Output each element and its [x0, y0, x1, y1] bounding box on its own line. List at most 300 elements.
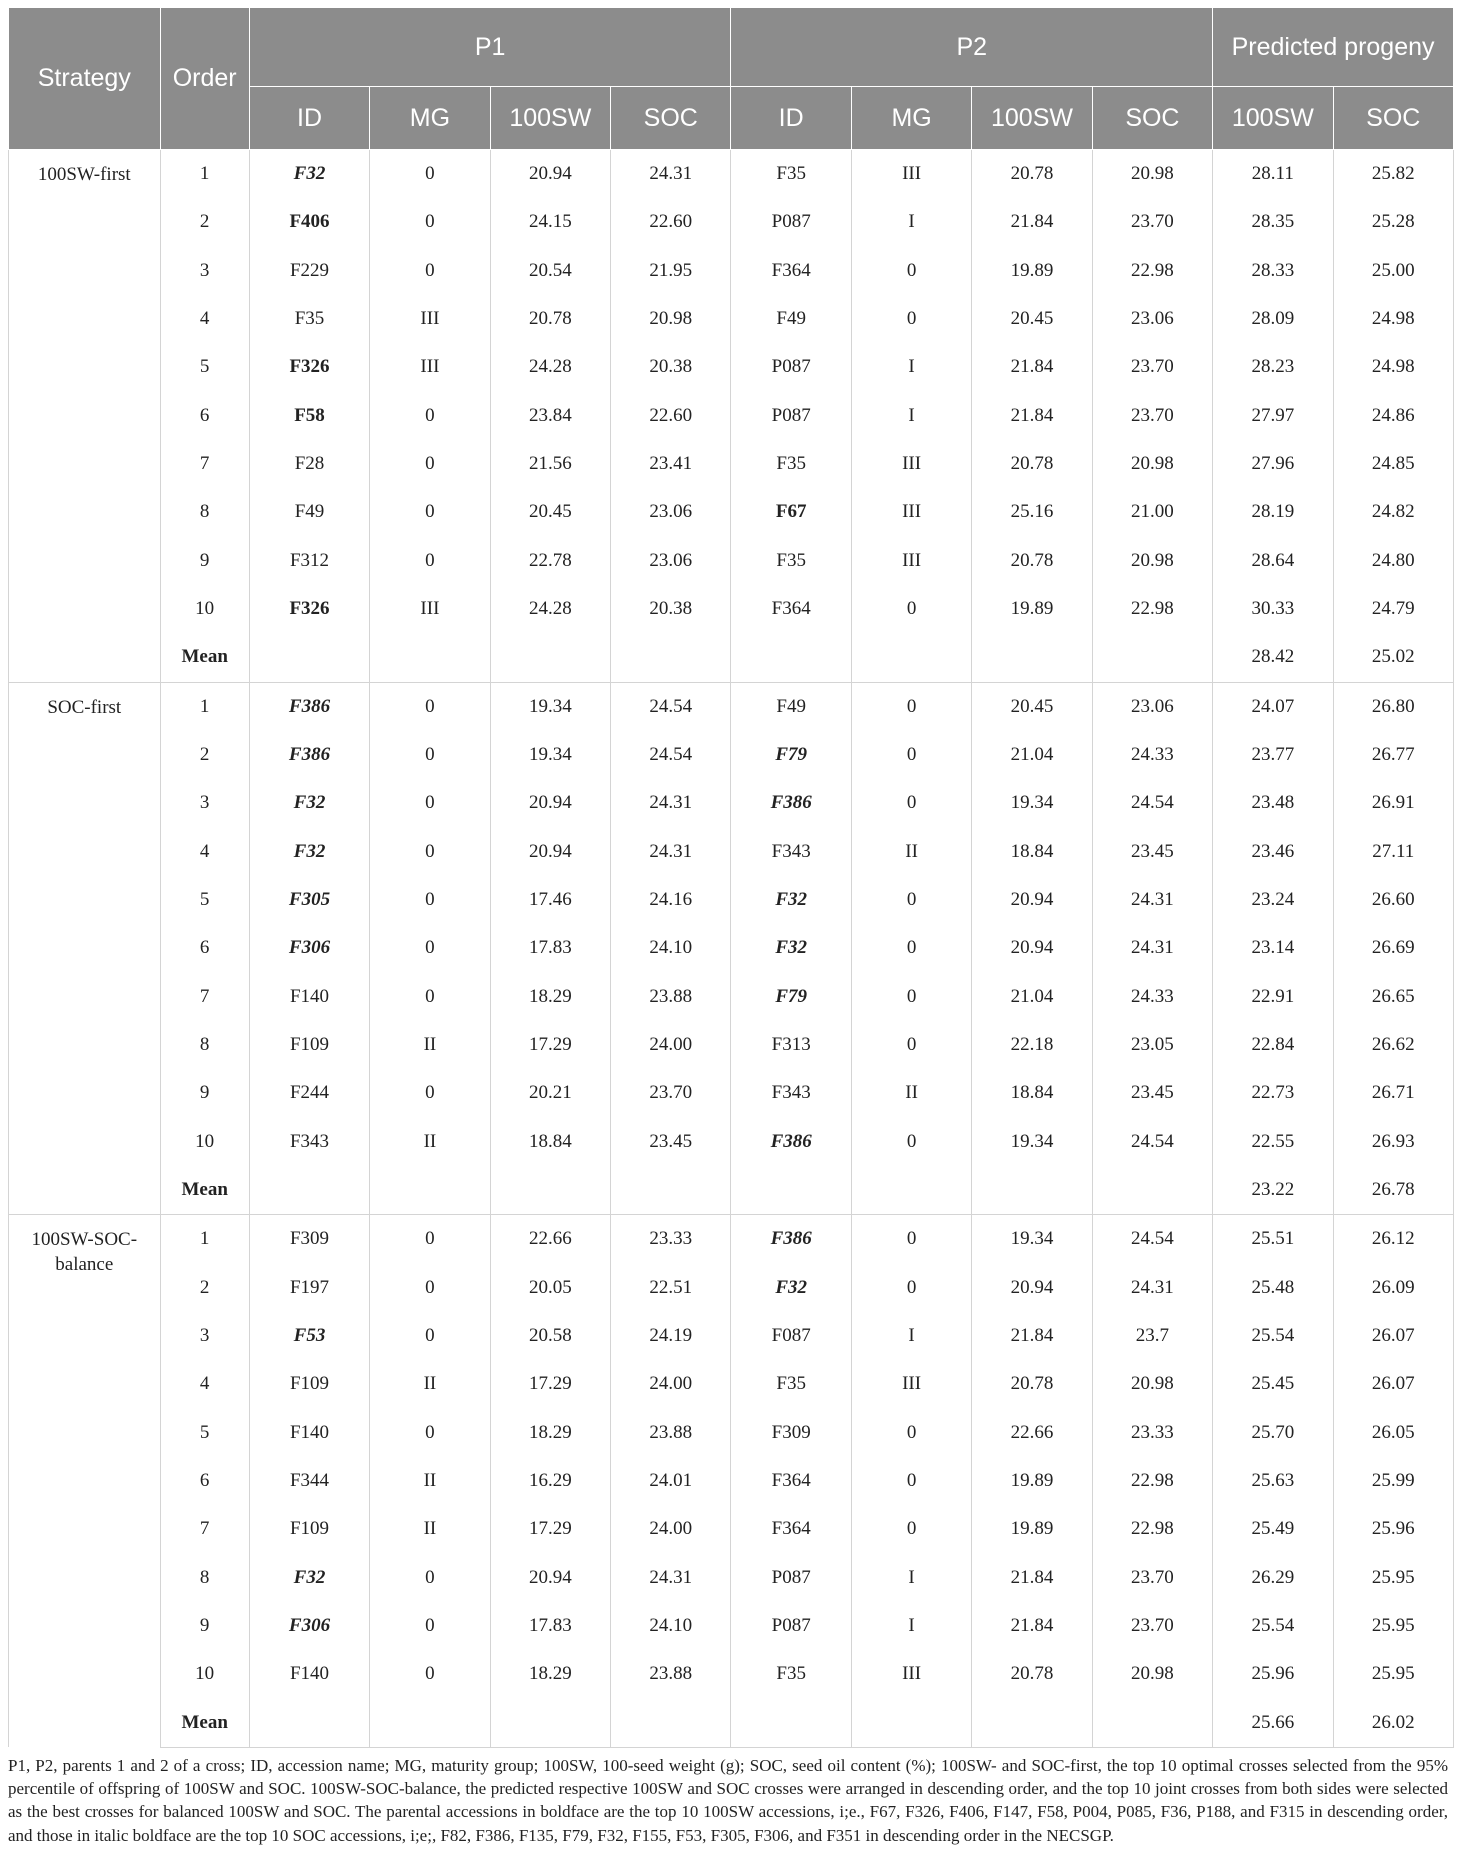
p1-soc-cell: 23.41	[611, 440, 731, 488]
p2-100sw-cell: 21.84	[972, 343, 1092, 391]
p1-soc-cell: 23.33	[611, 1215, 731, 1264]
p1-soc-cell: 24.16	[611, 876, 731, 924]
progeny-100sw-cell: 22.84	[1213, 1021, 1333, 1069]
p1-mg-cell: III	[370, 585, 490, 633]
p1-mg-cell: 0	[370, 876, 490, 924]
order-cell: 7	[160, 440, 249, 488]
p1-id-cell: F197	[249, 1264, 369, 1312]
p1-id-cell: F109	[249, 1021, 369, 1069]
p1-soc-cell: 23.88	[611, 973, 731, 1021]
p2-100sw-cell: 19.89	[972, 247, 1092, 295]
mean-label-cell: Mean	[160, 1166, 249, 1215]
empty-cell	[972, 1166, 1092, 1215]
table-row	[9, 343, 1454, 391]
order-cell: 5	[160, 876, 249, 924]
p1-id-cell: F49	[249, 488, 369, 536]
p1-100sw-cell: 17.29	[490, 1021, 610, 1069]
progeny-soc-cell: 26.62	[1333, 1021, 1453, 1069]
p1-soc-cell: 24.31	[611, 1554, 731, 1602]
p1-id-cell: F344	[249, 1457, 369, 1505]
order-cell: 8	[160, 1554, 249, 1602]
p1-100sw-cell: 22.78	[490, 537, 610, 585]
p2-mg-cell: I	[851, 343, 971, 391]
p1-id-cell: F306	[249, 924, 369, 972]
strategy-cell: 100SW-first	[9, 150, 161, 683]
header-predicted-progeny: Predicted progeny	[1213, 8, 1454, 87]
header-p1-mg: MG	[370, 87, 490, 150]
p2-soc-cell: 24.54	[1092, 1118, 1212, 1166]
p2-soc-cell: 23.70	[1092, 1554, 1212, 1602]
p1-100sw-cell: 21.56	[490, 440, 610, 488]
p1-id-cell: F406	[249, 198, 369, 246]
p2-mg-cell: 0	[851, 1505, 971, 1553]
table-row	[9, 973, 1454, 1021]
p2-mg-cell: 0	[851, 682, 971, 731]
p2-mg-cell: III	[851, 440, 971, 488]
strategy-cell: SOC-first	[9, 682, 161, 1215]
p1-100sw-cell: 20.58	[490, 1312, 610, 1360]
p2-soc-cell: 23.06	[1092, 295, 1212, 343]
p2-100sw-cell: 20.78	[972, 1360, 1092, 1408]
table-row	[9, 731, 1454, 779]
empty-cell	[611, 633, 731, 682]
empty-cell	[1092, 633, 1212, 682]
table-row	[9, 537, 1454, 585]
progeny-100sw-cell: 25.45	[1213, 1360, 1333, 1408]
p1-soc-cell: 20.38	[611, 343, 731, 391]
p2-soc-cell: 24.31	[1092, 924, 1212, 972]
table-row	[9, 1457, 1454, 1505]
table-row	[9, 1554, 1454, 1602]
table-row	[9, 392, 1454, 440]
table-row	[9, 1264, 1454, 1312]
p1-id-cell: F326	[249, 585, 369, 633]
p1-mg-cell: 0	[370, 1264, 490, 1312]
header-p2-soc: SOC	[1092, 87, 1212, 150]
p1-soc-cell: 24.31	[611, 150, 731, 199]
p1-id-cell: F53	[249, 1312, 369, 1360]
p1-mg-cell: 0	[370, 1215, 490, 1264]
p2-soc-cell: 24.54	[1092, 779, 1212, 827]
p2-soc-cell: 23.70	[1092, 198, 1212, 246]
p1-mg-cell: 0	[370, 924, 490, 972]
p2-100sw-cell: 25.16	[972, 488, 1092, 536]
progeny-100sw-cell: 27.97	[1213, 392, 1333, 440]
p1-mg-cell: 0	[370, 973, 490, 1021]
progeny-100sw-cell: 27.96	[1213, 440, 1333, 488]
progeny-soc-cell: 24.86	[1333, 392, 1453, 440]
p2-id-cell: F364	[731, 247, 851, 295]
p1-soc-cell: 24.31	[611, 828, 731, 876]
table-row	[9, 876, 1454, 924]
table-row	[9, 1312, 1454, 1360]
progeny-100sw-cell: 28.35	[1213, 198, 1333, 246]
mean-row	[9, 1166, 1454, 1215]
p1-id-cell: F312	[249, 537, 369, 585]
p1-soc-cell: 24.54	[611, 731, 731, 779]
p2-100sw-cell: 20.94	[972, 924, 1092, 972]
progeny-soc-cell: 24.80	[1333, 537, 1453, 585]
table-header	[9, 8, 1454, 150]
p2-100sw-cell: 19.34	[972, 1118, 1092, 1166]
order-cell: 10	[160, 1118, 249, 1166]
p1-id-cell: F140	[249, 1650, 369, 1698]
p2-mg-cell: I	[851, 1312, 971, 1360]
p2-100sw-cell: 21.84	[972, 1312, 1092, 1360]
p2-soc-cell: 20.98	[1092, 440, 1212, 488]
progeny-soc-cell: 25.96	[1333, 1505, 1453, 1553]
p1-soc-cell: 20.38	[611, 585, 731, 633]
header-order: Order	[160, 8, 249, 150]
p2-id-cell: F35	[731, 537, 851, 585]
table-body	[9, 150, 1454, 1748]
p1-mg-cell: 0	[370, 247, 490, 295]
progeny-soc-cell: 26.12	[1333, 1215, 1453, 1264]
progeny-soc-cell: 26.71	[1333, 1069, 1453, 1117]
p1-mg-cell: 0	[370, 150, 490, 199]
progeny-soc-cell: 26.65	[1333, 973, 1453, 1021]
mean-100sw-cell: 23.22	[1213, 1166, 1333, 1215]
p2-100sw-cell: 22.66	[972, 1409, 1092, 1457]
p2-100sw-cell: 19.34	[972, 779, 1092, 827]
p2-soc-cell: 24.33	[1092, 973, 1212, 1021]
p1-100sw-cell: 20.94	[490, 779, 610, 827]
mean-soc-cell: 26.02	[1333, 1699, 1453, 1748]
p1-mg-cell: 0	[370, 779, 490, 827]
mean-label-cell: Mean	[160, 1699, 249, 1748]
p2-100sw-cell: 21.84	[972, 1554, 1092, 1602]
progeny-soc-cell: 25.95	[1333, 1554, 1453, 1602]
p1-mg-cell: 0	[370, 1069, 490, 1117]
progeny-100sw-cell: 28.33	[1213, 247, 1333, 295]
p2-id-cell: F087	[731, 1312, 851, 1360]
p1-id-cell: F32	[249, 1554, 369, 1602]
p1-mg-cell: 0	[370, 731, 490, 779]
p1-100sw-cell: 17.29	[490, 1360, 610, 1408]
header-p1-id: ID	[249, 87, 369, 150]
p1-soc-cell: 22.60	[611, 198, 731, 246]
table-row	[9, 295, 1454, 343]
p2-soc-cell: 24.31	[1092, 1264, 1212, 1312]
p2-mg-cell: 0	[851, 973, 971, 1021]
p1-100sw-cell: 20.94	[490, 828, 610, 876]
table-row	[9, 924, 1454, 972]
p2-mg-cell: 0	[851, 779, 971, 827]
progeny-soc-cell: 24.98	[1333, 295, 1453, 343]
p2-soc-cell: 23.45	[1092, 828, 1212, 876]
p2-100sw-cell: 21.84	[972, 1602, 1092, 1650]
p2-100sw-cell: 20.78	[972, 150, 1092, 199]
p1-100sw-cell: 18.29	[490, 1409, 610, 1457]
p2-mg-cell: I	[851, 1602, 971, 1650]
empty-cell	[972, 633, 1092, 682]
p1-id-cell: F32	[249, 828, 369, 876]
mean-100sw-cell: 28.42	[1213, 633, 1333, 682]
p1-100sw-cell: 19.34	[490, 682, 610, 731]
p1-100sw-cell: 19.34	[490, 731, 610, 779]
p1-id-cell: F109	[249, 1360, 369, 1408]
p2-id-cell: F313	[731, 1021, 851, 1069]
p2-soc-cell: 21.00	[1092, 488, 1212, 536]
p2-mg-cell: 0	[851, 876, 971, 924]
p1-id-cell: F343	[249, 1118, 369, 1166]
p2-id-cell: F49	[731, 295, 851, 343]
mean-row	[9, 1699, 1454, 1748]
order-cell: 8	[160, 1021, 249, 1069]
p2-id-cell: F364	[731, 585, 851, 633]
p2-100sw-cell: 21.84	[972, 392, 1092, 440]
table-row	[9, 779, 1454, 827]
p2-id-cell: F343	[731, 828, 851, 876]
empty-cell	[370, 1166, 490, 1215]
p2-id-cell: F386	[731, 779, 851, 827]
p2-id-cell: F35	[731, 440, 851, 488]
empty-cell	[972, 1699, 1092, 1748]
order-cell: 1	[160, 150, 249, 199]
header-p1-100sw: 100SW	[490, 87, 610, 150]
p1-soc-cell: 22.60	[611, 392, 731, 440]
order-cell: 10	[160, 1650, 249, 1698]
p1-mg-cell: 0	[370, 828, 490, 876]
empty-cell	[490, 1699, 610, 1748]
p1-mg-cell: 0	[370, 1409, 490, 1457]
p2-100sw-cell: 20.78	[972, 1650, 1092, 1698]
p1-mg-cell: 0	[370, 440, 490, 488]
p2-100sw-cell: 18.84	[972, 828, 1092, 876]
progeny-soc-cell: 26.60	[1333, 876, 1453, 924]
p2-mg-cell: 0	[851, 295, 971, 343]
order-cell: 4	[160, 295, 249, 343]
progeny-soc-cell: 25.28	[1333, 198, 1453, 246]
table-row	[9, 1650, 1454, 1698]
order-cell: 4	[160, 828, 249, 876]
p2-soc-cell: 24.31	[1092, 876, 1212, 924]
p2-100sw-cell: 22.18	[972, 1021, 1092, 1069]
p2-id-cell: P087	[731, 1554, 851, 1602]
p1-soc-cell: 23.88	[611, 1409, 731, 1457]
p2-soc-cell: 23.70	[1092, 1602, 1212, 1650]
p1-soc-cell: 23.06	[611, 537, 731, 585]
p1-100sw-cell: 23.84	[490, 392, 610, 440]
header-progeny-soc: SOC	[1333, 87, 1453, 150]
p1-soc-cell: 23.88	[611, 1650, 731, 1698]
p2-id-cell: P087	[731, 392, 851, 440]
empty-cell	[851, 1166, 971, 1215]
p2-soc-cell: 23.70	[1092, 392, 1212, 440]
order-cell: 5	[160, 343, 249, 391]
p1-id-cell: F32	[249, 150, 369, 199]
p2-mg-cell: 0	[851, 924, 971, 972]
p1-soc-cell: 24.00	[611, 1360, 731, 1408]
p2-100sw-cell: 20.78	[972, 440, 1092, 488]
header-p1: P1	[249, 8, 731, 87]
empty-cell	[731, 1166, 851, 1215]
p1-mg-cell: II	[370, 1457, 490, 1505]
table-row	[9, 198, 1454, 246]
p2-id-cell: F35	[731, 1650, 851, 1698]
p1-id-cell: F140	[249, 973, 369, 1021]
p2-soc-cell: 22.98	[1092, 1505, 1212, 1553]
p2-soc-cell: 20.98	[1092, 1360, 1212, 1408]
p1-soc-cell: 24.10	[611, 1602, 731, 1650]
p2-100sw-cell: 18.84	[972, 1069, 1092, 1117]
progeny-100sw-cell: 25.63	[1213, 1457, 1333, 1505]
p1-soc-cell: 20.98	[611, 295, 731, 343]
p1-id-cell: F326	[249, 343, 369, 391]
p2-100sw-cell: 21.04	[972, 973, 1092, 1021]
header-strategy: Strategy	[9, 8, 161, 150]
empty-cell	[490, 1166, 610, 1215]
p1-100sw-cell: 18.29	[490, 973, 610, 1021]
p2-100sw-cell: 20.45	[972, 682, 1092, 731]
p2-100sw-cell: 19.89	[972, 1505, 1092, 1553]
progeny-soc-cell: 26.07	[1333, 1312, 1453, 1360]
progeny-soc-cell: 25.95	[1333, 1602, 1453, 1650]
empty-cell	[731, 633, 851, 682]
p2-soc-cell: 23.33	[1092, 1409, 1212, 1457]
p1-mg-cell: 0	[370, 392, 490, 440]
p2-mg-cell: 0	[851, 731, 971, 779]
progeny-soc-cell: 24.82	[1333, 488, 1453, 536]
order-cell: 7	[160, 973, 249, 1021]
p1-100sw-cell: 17.29	[490, 1505, 610, 1553]
p2-id-cell: F386	[731, 1118, 851, 1166]
p1-100sw-cell: 24.28	[490, 343, 610, 391]
p1-mg-cell: II	[370, 1505, 490, 1553]
p1-id-cell: F140	[249, 1409, 369, 1457]
p1-mg-cell: 0	[370, 1554, 490, 1602]
p1-100sw-cell: 20.94	[490, 1554, 610, 1602]
progeny-soc-cell: 26.80	[1333, 682, 1453, 731]
progeny-100sw-cell: 25.48	[1213, 1264, 1333, 1312]
progeny-100sw-cell: 30.33	[1213, 585, 1333, 633]
empty-cell	[370, 633, 490, 682]
p2-id-cell: P087	[731, 198, 851, 246]
p2-100sw-cell: 21.84	[972, 198, 1092, 246]
p1-id-cell: F35	[249, 295, 369, 343]
p1-100sw-cell: 20.45	[490, 488, 610, 536]
progeny-soc-cell: 26.77	[1333, 731, 1453, 779]
p2-100sw-cell: 19.89	[972, 585, 1092, 633]
empty-cell	[851, 1699, 971, 1748]
p2-mg-cell: 0	[851, 1264, 971, 1312]
p2-id-cell: F343	[731, 1069, 851, 1117]
header-progeny-100sw: 100SW	[1213, 87, 1333, 150]
progeny-soc-cell: 25.82	[1333, 150, 1453, 199]
progeny-soc-cell: 26.91	[1333, 779, 1453, 827]
header-p2-100sw: 100SW	[972, 87, 1092, 150]
empty-cell	[1092, 1699, 1212, 1748]
empty-cell	[611, 1699, 731, 1748]
p2-soc-cell: 24.54	[1092, 1215, 1212, 1264]
order-cell: 2	[160, 1264, 249, 1312]
p2-mg-cell: 0	[851, 1215, 971, 1264]
p1-id-cell: F58	[249, 392, 369, 440]
p2-mg-cell: III	[851, 537, 971, 585]
p1-id-cell: F244	[249, 1069, 369, 1117]
p2-mg-cell: 0	[851, 1021, 971, 1069]
p2-100sw-cell: 19.89	[972, 1457, 1092, 1505]
p1-100sw-cell: 20.21	[490, 1069, 610, 1117]
order-cell: 6	[160, 1457, 249, 1505]
p1-mg-cell: 0	[370, 682, 490, 731]
p2-id-cell: P087	[731, 343, 851, 391]
progeny-100sw-cell: 22.73	[1213, 1069, 1333, 1117]
p1-100sw-cell: 20.94	[490, 150, 610, 199]
progeny-100sw-cell: 28.19	[1213, 488, 1333, 536]
order-cell: 3	[160, 247, 249, 295]
p1-mg-cell: 0	[370, 1312, 490, 1360]
mean-row	[9, 633, 1454, 682]
p2-id-cell: F49	[731, 682, 851, 731]
p2-mg-cell: III	[851, 1360, 971, 1408]
table-row	[9, 488, 1454, 536]
p2-100sw-cell: 19.34	[972, 1215, 1092, 1264]
progeny-soc-cell: 26.09	[1333, 1264, 1453, 1312]
progeny-soc-cell: 26.05	[1333, 1409, 1453, 1457]
progeny-soc-cell: 25.00	[1333, 247, 1453, 295]
table-row	[9, 1118, 1454, 1166]
p1-soc-cell: 24.10	[611, 924, 731, 972]
progeny-soc-cell: 25.95	[1333, 1650, 1453, 1698]
p1-mg-cell: II	[370, 1360, 490, 1408]
p1-100sw-cell: 20.78	[490, 295, 610, 343]
order-cell: 7	[160, 1505, 249, 1553]
p2-id-cell: F35	[731, 150, 851, 199]
p2-id-cell: F67	[731, 488, 851, 536]
order-cell: 2	[160, 731, 249, 779]
p1-100sw-cell: 18.84	[490, 1118, 610, 1166]
p1-id-cell: F386	[249, 731, 369, 779]
p1-soc-cell: 24.00	[611, 1505, 731, 1553]
p2-id-cell: F309	[731, 1409, 851, 1457]
p2-100sw-cell: 20.45	[972, 295, 1092, 343]
progeny-100sw-cell: 23.77	[1213, 731, 1333, 779]
p2-soc-cell: 23.7	[1092, 1312, 1212, 1360]
p2-soc-cell: 20.98	[1092, 150, 1212, 199]
p1-100sw-cell: 17.83	[490, 1602, 610, 1650]
mean-label-cell: Mean	[160, 633, 249, 682]
order-cell: 1	[160, 682, 249, 731]
table-row	[9, 682, 1454, 731]
p2-id-cell: F32	[731, 876, 851, 924]
strategy-cell: 100SW-SOC-balance	[9, 1215, 161, 1748]
progeny-soc-cell: 26.69	[1333, 924, 1453, 972]
p2-mg-cell: 0	[851, 1118, 971, 1166]
p2-id-cell: F364	[731, 1505, 851, 1553]
table-row	[9, 1602, 1454, 1650]
p2-mg-cell: 0	[851, 1457, 971, 1505]
p2-soc-cell: 22.98	[1092, 1457, 1212, 1505]
progeny-100sw-cell: 25.54	[1213, 1602, 1333, 1650]
p1-id-cell: F229	[249, 247, 369, 295]
header-p1-soc: SOC	[611, 87, 731, 150]
progeny-100sw-cell: 25.70	[1213, 1409, 1333, 1457]
table-footnote: P1, P2, parents 1 and 2 of a cross; ID, accession name; MG, maturity group; 100SW, 100-seed weight (g); SOC, seed oil content (%); 100SW- and SOC-first, the top 10 optimal crosses selected from the 95% percentile of offspring of 100SW and SOC. 100SW-SOC-balance, the predicted respective 100SW and SOC crosses were arranged in descending order, and the top 10 joint crosses from both sides were selected as the best crosses for balanced 100SW and SOC. The parental accessions in boldface are the top 10 100SW accessions, i;e., F67, F326, F406, F147, F58, P004, P085, F36, P188, and F315 in descending order, and those in italic boldface are the top 10 SOC accessions, i;e;, F82, F386, F135, F79, F32, F155, F53, F305, F306, and F351 in descending order in the NECSGP.	[8, 1755, 1448, 1845]
p2-soc-cell: 23.05	[1092, 1021, 1212, 1069]
progeny-100sw-cell: 28.09	[1213, 295, 1333, 343]
p2-id-cell: F32	[731, 924, 851, 972]
table-row	[9, 1215, 1454, 1264]
p1-mg-cell: 0	[370, 198, 490, 246]
progeny-100sw-cell: 22.91	[1213, 973, 1333, 1021]
progeny-100sw-cell: 22.55	[1213, 1118, 1333, 1166]
progeny-100sw-cell: 23.48	[1213, 779, 1333, 827]
progeny-soc-cell: 24.79	[1333, 585, 1453, 633]
table-row	[9, 1409, 1454, 1457]
order-cell: 6	[160, 392, 249, 440]
p2-id-cell: F32	[731, 1264, 851, 1312]
